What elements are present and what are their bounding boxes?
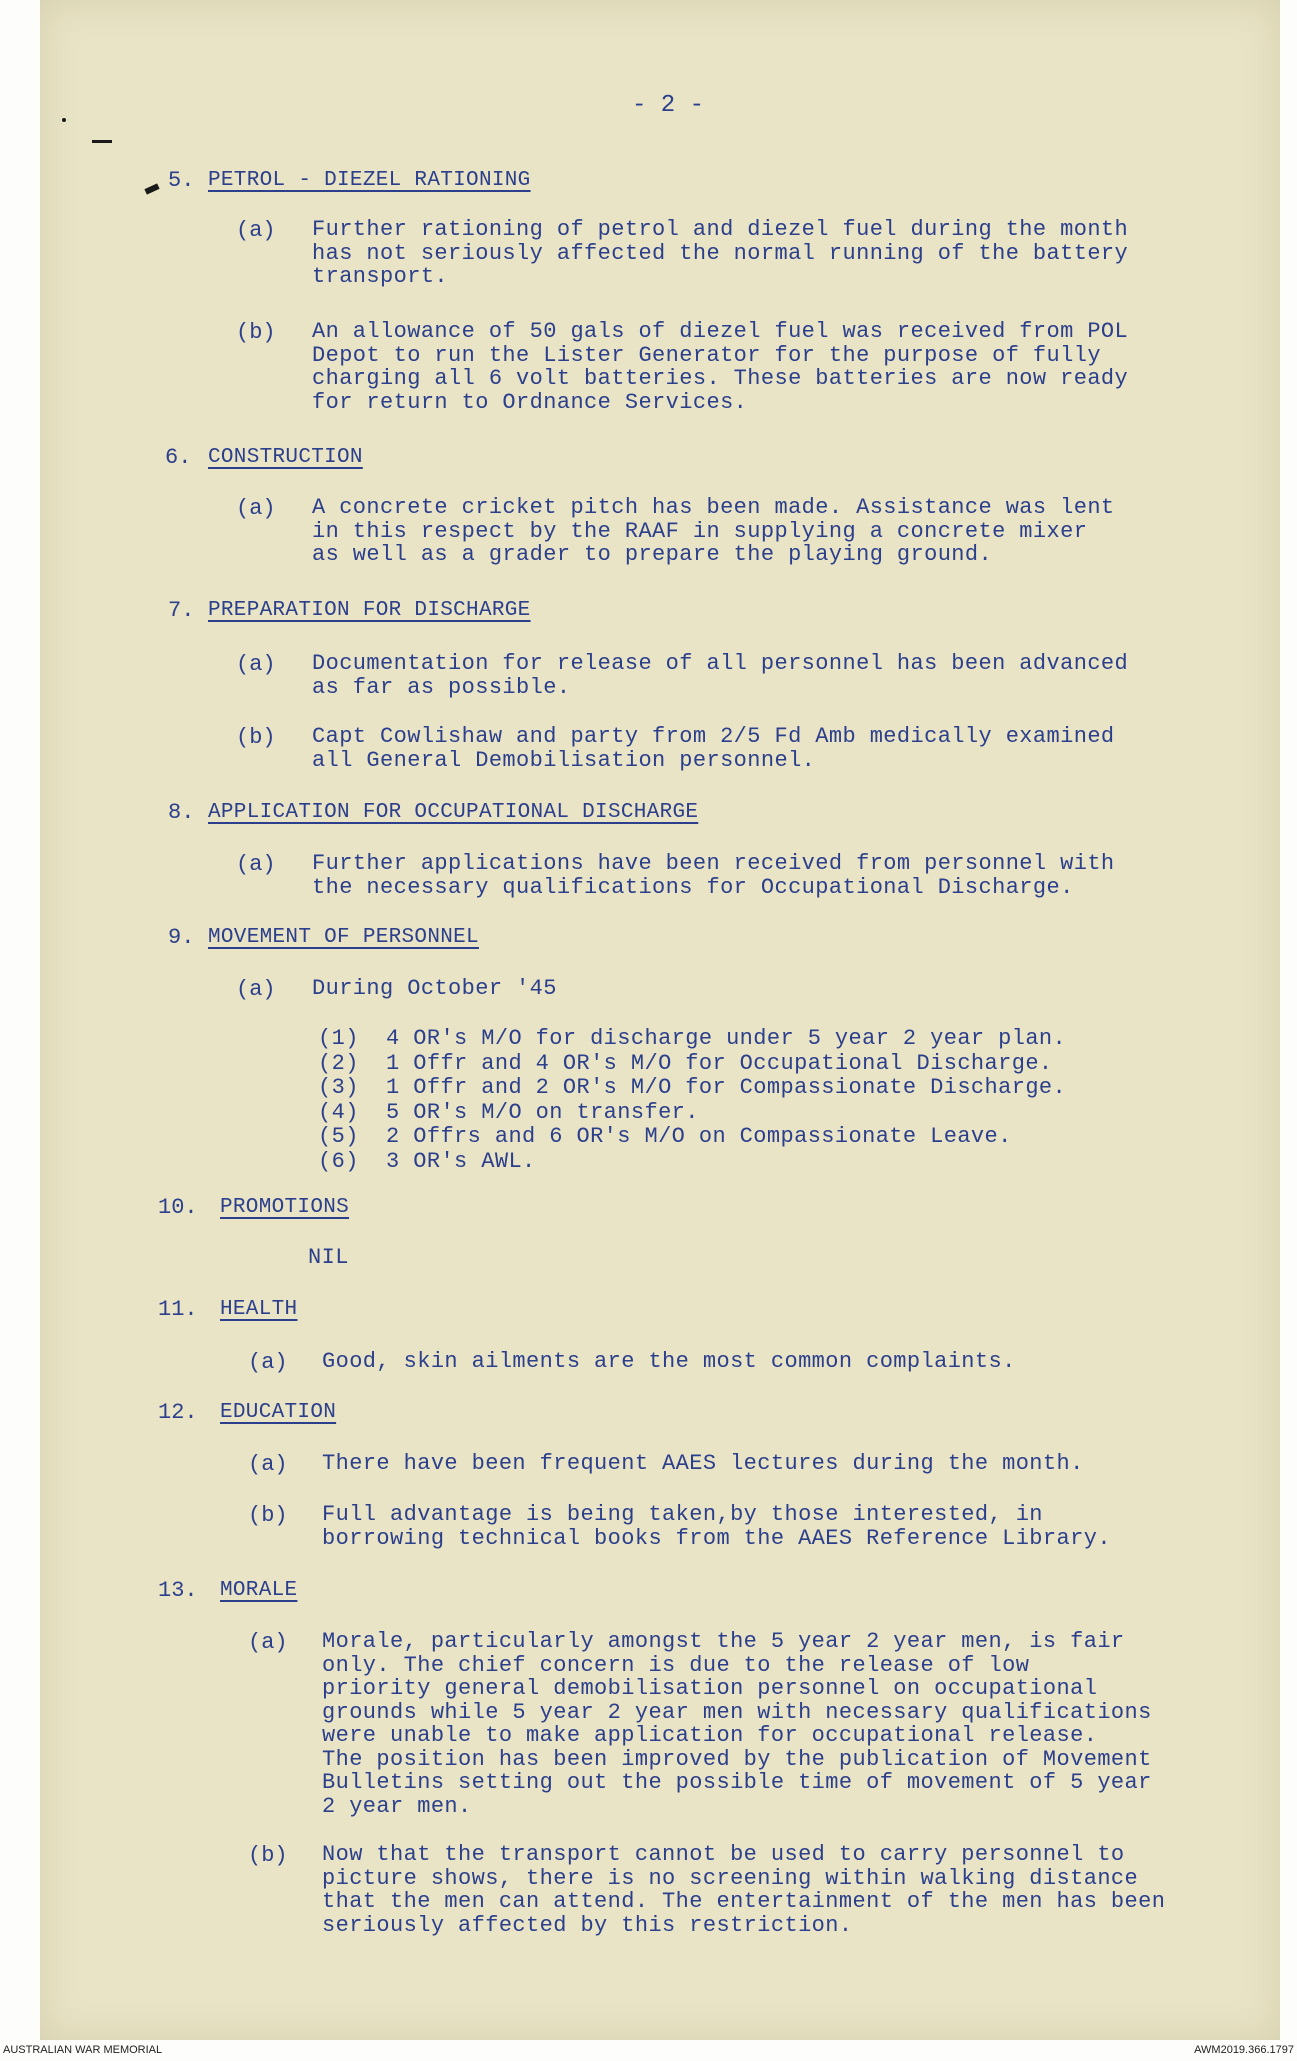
item-label: (b): [236, 320, 276, 345]
section-number: 12.: [158, 1400, 198, 1425]
section-title: PREPARATION FOR DISCHARGE: [208, 599, 531, 622]
text-line: Good, skin ailments are the most common complaints.: [322, 1349, 1016, 1374]
margin-mark: [144, 183, 159, 194]
list-item: (1) 4 OR's M/O for discharge under 5 year 2 year plan.: [318, 1026, 1067, 1051]
text-line: Depot to run the Lister Generator for the purpose of fully: [312, 342, 1101, 368]
item-label: (b): [248, 1843, 288, 1868]
movement-list: [318, 1027, 1066, 1174]
item-label: (a): [248, 1630, 288, 1655]
section-number: 7.: [168, 598, 195, 623]
list-item: (4) 5 OR's M/O on transfer.: [318, 1099, 699, 1125]
section-title: APPLICATION FOR OCCUPATIONAL DISCHARGE: [208, 801, 699, 824]
section-number: 8.: [168, 800, 195, 825]
section-number: 11.: [158, 1297, 198, 1322]
text-line: has not seriously affected the normal running of the battery: [312, 240, 1129, 266]
text-line: grounds while 5 year 2 year men with necessary qualifications: [322, 1699, 1152, 1725]
text-line: that the men can attend. The entertainment of the men has been: [322, 1889, 1166, 1914]
page-number: - 2 -: [632, 92, 705, 119]
text-line: were unable to make application for occupational release.: [322, 1723, 1098, 1748]
text-line: priority general demobilisation personnel on occupational: [322, 1676, 1098, 1701]
section-title: MOVEMENT OF PERSONNEL: [208, 926, 479, 949]
section-number: 6.: [165, 445, 192, 470]
text-line: all General Demobilisation personnel.: [312, 747, 816, 773]
text-line: Documentation for release of all personnel has been advanced: [312, 651, 1129, 676]
paragraph: [312, 496, 1115, 567]
footer-left: AUSTRALIAN WAR MEMORIAL: [3, 2044, 163, 2056]
footer-right: AWM2019.366.1797: [1194, 2044, 1294, 2056]
paragraph: [312, 218, 1128, 289]
paragraph: [312, 652, 1128, 699]
text-line: Further rationing of petrol and diezel fuel during the month: [312, 217, 1129, 242]
section-title: EDUCATION: [220, 1401, 337, 1424]
text-line: NIL: [308, 1245, 349, 1270]
item-label: (a): [236, 496, 276, 521]
text-line: Now that the transport cannot be used to carry personnel to: [322, 1842, 1125, 1867]
text-line: the necessary qualifications for Occupational Discharge.: [312, 874, 1074, 900]
section-number: 10.: [158, 1195, 198, 1220]
text-line: for return to Ordnance Services.: [312, 389, 748, 415]
text-line: as far as possible.: [312, 674, 571, 700]
archive-footer: [0, 2040, 1297, 2061]
section-title: PROMOTIONS: [220, 1196, 350, 1219]
item-label: (b): [248, 1503, 288, 1528]
text-line: seriously affected by this restriction.: [322, 1912, 853, 1938]
text-line: An allowance of 50 gals of diezel fuel was received from POL: [312, 319, 1129, 344]
paragraph: [312, 977, 557, 1001]
text-line: There have been frequent AAES lectures during the month.: [322, 1451, 1084, 1476]
paragraph: [322, 1630, 1152, 1818]
section-number: 5.: [168, 168, 195, 193]
section-title: CONSTRUCTION: [208, 446, 363, 469]
paragraph: [312, 725, 1115, 772]
paragraph: [308, 1246, 349, 1270]
paragraph: [322, 1503, 1111, 1550]
item-label: (a): [248, 1452, 288, 1477]
text-line: Further applications have been received from personnel with: [312, 851, 1115, 876]
paragraph: [312, 852, 1115, 899]
text-line: The position has been improved by the publication of Movement: [322, 1746, 1152, 1772]
paragraph: [322, 1452, 1084, 1476]
text-line: Full advantage is being taken,by those interested, in: [322, 1502, 1043, 1527]
text-line: as well as a grader to prepare the playing ground.: [312, 542, 993, 567]
list-item: (5) 2 Offrs and 6 OR's M/O on Compassionate Leave.: [318, 1124, 1012, 1149]
section-title: PETROL - DIEZEL RATIONING: [208, 169, 531, 192]
item-label: (a): [236, 852, 276, 877]
document-page: [40, 0, 1280, 2040]
item-label: (a): [236, 652, 276, 677]
paragraph: [322, 1350, 1016, 1374]
list-item: (2) 1 Offr and 4 OR's M/O for Occupational Discharge.: [318, 1050, 1053, 1076]
item-label: (a): [236, 218, 276, 243]
text-line: only. The chief concern is due to the release of low: [322, 1652, 1030, 1678]
item-label: (a): [248, 1350, 288, 1375]
text-line: borrowing technical books from the AAES Reference Library.: [322, 1525, 1111, 1551]
paragraph: [322, 1843, 1165, 1937]
item-label: (a): [236, 977, 276, 1002]
text-line: picture shows, there is no screening within walking distance: [322, 1865, 1139, 1891]
text-line: A concrete cricket pitch has been made. Assistance was lent: [312, 495, 1115, 520]
item-label: (b): [236, 725, 276, 750]
paragraph: [312, 320, 1128, 414]
text-line: During October '45: [312, 976, 557, 1001]
text-line: Capt Cowlishaw and party from 2/5 Fd Amb medically examined: [312, 724, 1115, 749]
section-number: 13.: [158, 1578, 198, 1603]
text-line: charging all 6 volt batteries. These batteries are now ready: [312, 366, 1129, 391]
text-line: 2 year men.: [322, 1793, 472, 1819]
list-item: (6) 3 OR's AWL.: [318, 1148, 536, 1174]
list-item: (3) 1 Offr and 2 OR's M/O for Compassionate Discharge.: [318, 1075, 1067, 1100]
text-line: transport.: [312, 264, 449, 289]
margin-mark: [92, 140, 112, 143]
text-line: Bulletins setting out the possible time of movement of 5 year: [322, 1770, 1152, 1795]
text-line: in this respect by the RAAF in supplying a concrete mixer: [312, 518, 1088, 544]
margin-mark: [62, 118, 66, 122]
text-line: Morale, particularly amongst the 5 year 2 year men, is fair: [322, 1629, 1125, 1654]
section-title: MORALE: [220, 1579, 298, 1602]
section-number: 9.: [168, 925, 195, 950]
section-title: HEALTH: [220, 1298, 298, 1321]
